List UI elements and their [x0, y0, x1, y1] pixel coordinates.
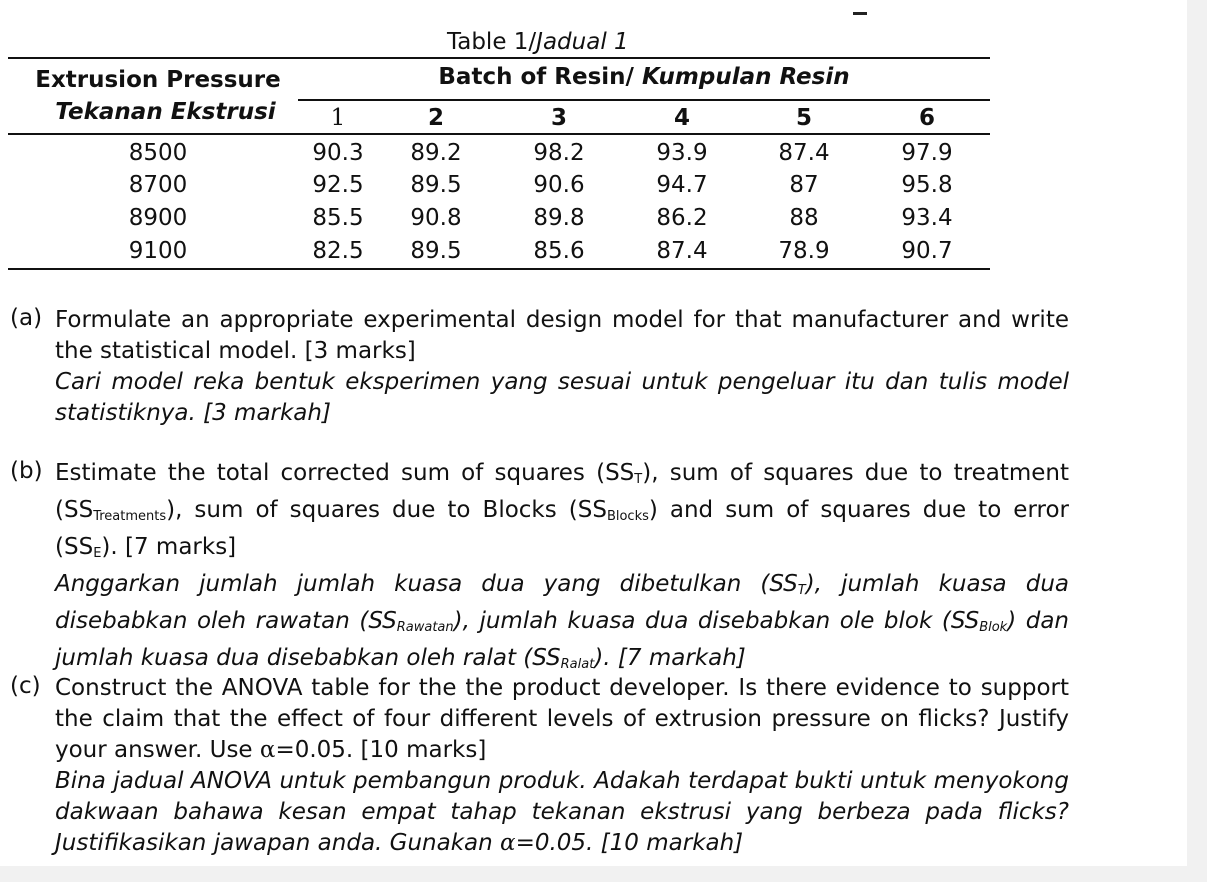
- question-c-english: Construct the ANOVA table for the the product developer. Is there evidence to support the claim that the effect of four different levels of extrusion pressure on flicks? Justify your answer. Use α=0.05. [10 marks]: [55, 675, 1069, 763]
- question-a: [55, 305, 1069, 429]
- value-cell: 82.5: [312, 238, 364, 264]
- value-cell: 90.7: [901, 238, 953, 264]
- value-cell: 87.4: [656, 238, 708, 264]
- question-a-malay: Cari model reka bentuk eksperimen yang sesuai untuk pengeluar itu dan tulis model statistiknya. [3 markah]: [55, 369, 1069, 426]
- value-cell: 90.3: [312, 140, 364, 166]
- header-row-label-ms: Tekanan Ekstrusi: [55, 99, 276, 125]
- table-title: Table 1/Jadual 1: [447, 29, 629, 55]
- page-edge-strip: [1187, 0, 1207, 882]
- value-cell: 87: [789, 172, 819, 198]
- batch-header-2: 2: [427, 105, 444, 131]
- question-a-english: Formulate an appropriate experimental design model for that manufacturer and write the statistical model. [3 marks]: [55, 307, 1069, 364]
- question-c-label: (c): [10, 673, 41, 699]
- value-cell: 89.2: [410, 140, 462, 166]
- pressure-cell: 8700: [128, 172, 188, 198]
- header-row-label-en: Extrusion Pressure: [35, 67, 281, 93]
- value-cell: 93.9: [656, 140, 708, 166]
- value-cell: 95.8: [901, 172, 953, 198]
- pressure-cell: 8900: [128, 205, 188, 231]
- batch-header-1: 1: [330, 105, 346, 131]
- question-c: [55, 673, 1069, 859]
- batch-header-5: 5: [795, 105, 812, 131]
- value-cell: 85.5: [312, 205, 364, 231]
- pressure-cell: 8500: [128, 140, 188, 166]
- question-b-malay: Anggarkan jumlah jumlah kuasa dua yang dibetulkan $(SS_T)$, jumlah kuasa dua disebabkan oleh rawatan $(SS_{Rawatan})$, jumlah kuasa dua disebabkan ole blok $(SS_{Blok})$ dan jumlah kuasa dua disebabkan oleh ralat $(SS_{Ralat})$. [7 markah]: [55, 571, 1069, 672]
- batch-header-6: 6: [918, 105, 935, 131]
- table-header-rule: [8, 133, 990, 135]
- header-batch-group: Batch of Resin/ Kumpulan Resin: [438, 64, 850, 90]
- value-cell: 93.4: [901, 205, 953, 231]
- stray-dash-mark: [853, 12, 867, 15]
- value-cell: 78.9: [778, 238, 830, 264]
- value-cell: 89.5: [410, 238, 462, 264]
- question-b-english: Estimate the total corrected sum of squares $(SS_T)$, sum of squares due to treatment $(SS_{Treatments})$, sum of squares due to Blocks $(SS_{Blocks})$ and sum of squares due to error $(SS_E)$. [7 marks]: [55, 460, 1069, 561]
- value-cell: 86.2: [656, 205, 708, 231]
- question-c-malay: Bina jadual ANOVA untuk pembangun produk. Adakah terdapat bukti untuk menyokong dakwaan bahawa kesan empat tahap tekanan ekstrusi yang berbeza pada flicks? Justifikasikan jawapan anda. Gunakan α=0.05. [10 markah]: [55, 768, 1069, 856]
- question-b: [55, 458, 1069, 680]
- question-b-label: (b): [10, 458, 43, 484]
- value-cell: 98.2: [533, 140, 585, 166]
- table-group-rule: [298, 99, 990, 101]
- value-cell: 88: [789, 205, 819, 231]
- pressure-cell: 9100: [128, 238, 188, 264]
- table-top-rule: [8, 57, 990, 59]
- value-cell: 89.8: [533, 205, 585, 231]
- value-cell: 89.5: [410, 172, 462, 198]
- value-cell: 90.6: [533, 172, 585, 198]
- batch-header-4: 4: [673, 105, 690, 131]
- value-cell: 97.9: [901, 140, 953, 166]
- value-cell: 90.8: [410, 205, 462, 231]
- table-bottom-rule: [8, 268, 990, 270]
- batch-header-3: 3: [550, 105, 567, 131]
- value-cell: 94.7: [656, 172, 708, 198]
- page-bottom-strip: [0, 866, 1207, 882]
- value-cell: 87.4: [778, 140, 830, 166]
- value-cell: 92.5: [312, 172, 364, 198]
- question-a-label: (a): [10, 305, 43, 331]
- value-cell: 85.6: [533, 238, 585, 264]
